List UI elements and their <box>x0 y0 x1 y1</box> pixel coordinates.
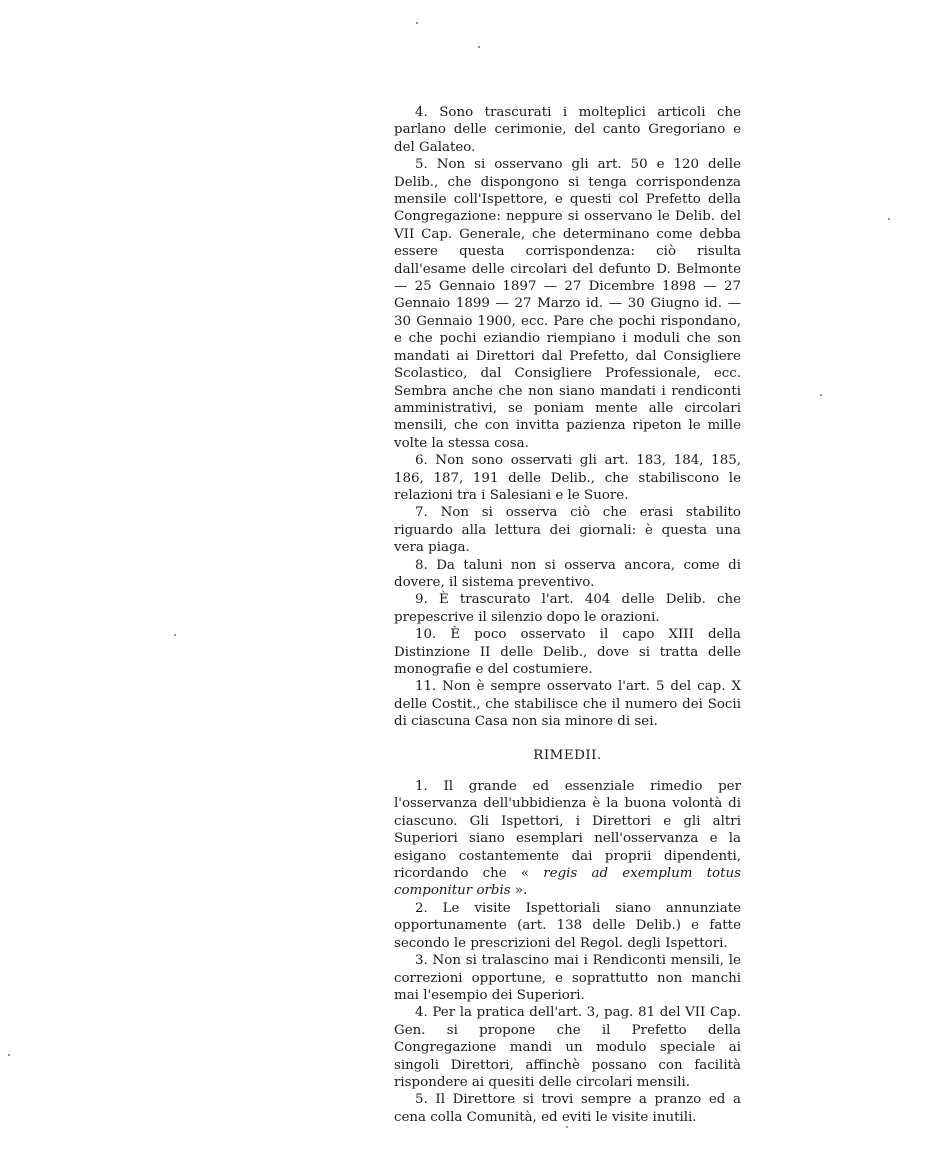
list-item-8: 8. Da taluni non si osserva ancora, come di dovere, il sistema preventivo. <box>394 557 741 590</box>
list-item-7: 7. Non si osserva ciò che erasi stabilito riguardo alla lettura dei giornali: è questa una vera piaga. <box>394 505 741 556</box>
scan-speck <box>820 394 822 396</box>
section-heading-rimedii: RIMEDII. <box>533 747 602 763</box>
scan-speck <box>888 218 890 220</box>
list-item-5: 5. Non si osservano gli art. 50 e 120 delle Delib., che dispongono si tenga corrispondenza mensile coll'Ispettore, e questi col Prefetto della Congregazione: neppure si osservano le Delib. del VII Cap. Generale, che determinano come debba essere questa corrispondenza: ciò risulta dall'esame delle circolari del defunto D. Belmonte — 25 Gennaio 1897 — 27 Dicembre 1898 — 27 Gennaio 1899 — 27 Marzo id. — 30 Giugno id. — 30 Gennaio 1900, ecc. Pare che pochi rispondano, e che pochi eziandio riempiano i moduli che son mandati ai Direttori dal Prefetto, dal Consigliere Scolastico, dal Consigliere Professionale, ecc. Sembra anche che non siano mandati i rendiconti amministrativi, se poniam mente alle circolari mensili, che con invitta pazienza ripeton le mille volte la stessa cosa. <box>394 157 741 451</box>
text-column <box>394 104 741 1126</box>
remedy-item-3: 3. Non si tralascino mai i Rendiconti mensili, le correzioni opportune, e soprattutto non manchi mai l'esempio dei Superiori. <box>394 953 741 1003</box>
list-item-4: 4. Sono trascurati i molteplici articoli che parlano delle cerimonie, del canto Gregoriano e del Galateo. <box>394 105 741 155</box>
scan-speck <box>478 46 480 48</box>
remedy-1-text: 1. Il grande ed essenziale rimedio per l'osservanza dell'ubbidienza è la buona volontà di ciascuno. Gli Ispettori, i Direttori e gli altri Superiori siano esemplari nell'osservanza e la esigano costantemente dai proprii dipendenti, ricordando che « <box>394 779 741 882</box>
remedy-item-4: 4. Per la pratica dell'art. 3, pag. 81 del VII Cap. Gen. si propone che il Prefetto della Congregazione mandi un modulo speciale ai singoli Direttori, affinchè possano con facilità rispondere ai quesiti delle circolari mensili. <box>394 1005 741 1090</box>
list-item-6: 6. Non sono osservati gli art. 183, 184, 185, 186, 187, 191 delle Delib., che stabiliscono le relazioni tra i Salesiani e le Suore. <box>394 453 741 503</box>
remedy-item-5: 5. Il Direttore si trovi sempre a pranzo ed a cena colla Comunità, ed eviti le visite inutili. <box>394 1092 741 1125</box>
scan-speck <box>174 634 176 636</box>
remedy-item-1 <box>394 778 741 900</box>
list-item-9: 9. È trascurato l'art. 404 delle Delib. che prepescrive il silenzio dopo le orazioni. <box>394 592 741 625</box>
scan-speck <box>8 1054 10 1056</box>
latin-quote: regis ad exemplum totus componitur orbis <box>394 866 741 899</box>
list-item-11: 11. Non è sempre osservato l'art. 5 del cap. X delle Costit., che stabilisce che il numero dei Socii di ciascuna Casa non sia minore di sei. <box>394 679 741 730</box>
remedy-1-closing: ». <box>510 883 528 899</box>
list-item-10: 10. È poco osservato il capo XIII della Distinzione II delle Delib., dove si tratta delle monografie e del costumiere. <box>394 627 741 677</box>
scan-speck <box>566 1126 568 1128</box>
scan-speck <box>416 22 418 24</box>
remedy-item-2: 2. Le visite Ispettoriali siano annunziate opportunamente (art. 138 delle Delib.) e fatte secondo le prescrizioni del Regol. degli Ispettori. <box>394 900 741 951</box>
